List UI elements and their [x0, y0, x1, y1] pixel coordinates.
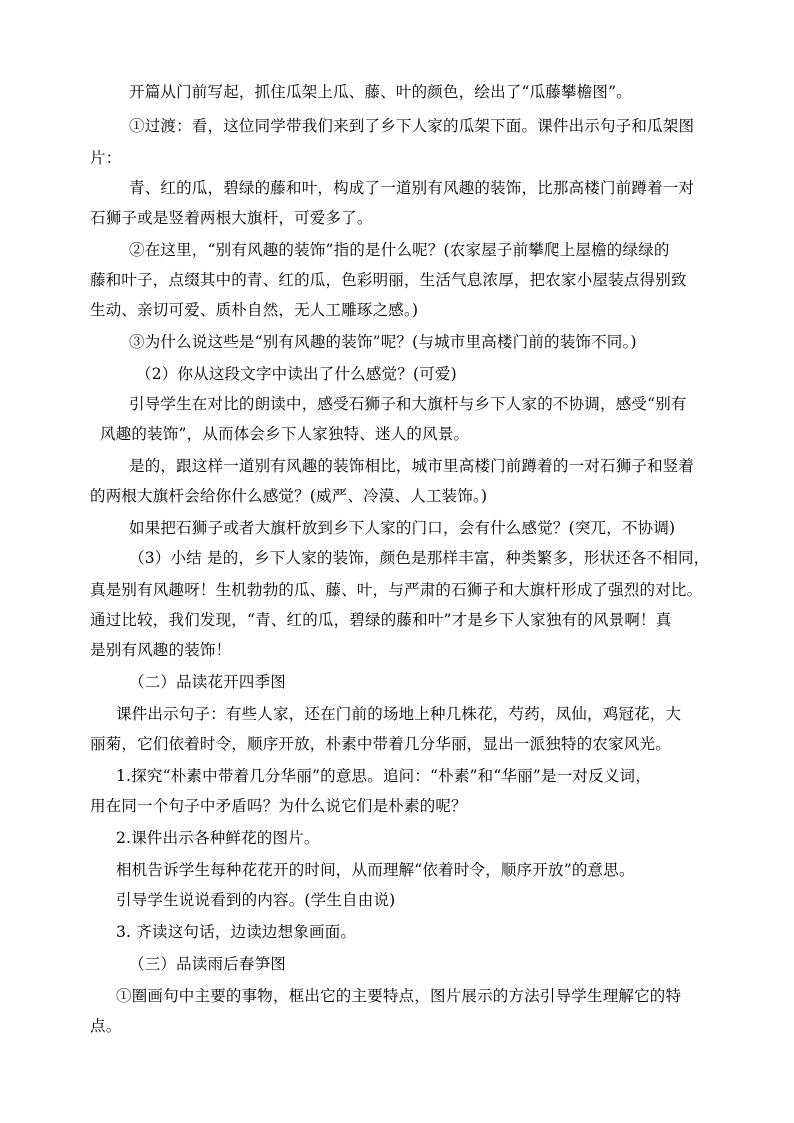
paragraph-line: 1.探究“朴素中带着几分华丽”的意思。追问：“朴素”和“华丽”是一对反义词， [116, 767, 651, 785]
paragraph-line: （2）你从这段文字中读出了什么感觉？(可爱) [136, 365, 457, 383]
paragraph-line: 的两根大旗杆会给你什么感觉？(威严、冷漠、人工装饰。) [90, 487, 488, 505]
paragraph-line: 是别有风趣的装饰！ [90, 641, 232, 659]
paragraph-line: （3）小结 是的，乡下人家的装饰，颜色是那样丰富，种类繁多，形状还各不相同， [129, 549, 710, 567]
paragraph-line: 相机告诉学生每种花花开的时间，从而理解“依着时令，顺序开放”的意思。 [116, 861, 635, 879]
section-heading: （二）品读花开四季图 [129, 673, 287, 691]
paragraph-line: 用在同一个句子中矛盾吗？为什么说它们是朴素的呢？ [90, 797, 467, 815]
paragraph-line: 青、红的瓜，碧绿的藤和叶，构成了一道别有风趣的装饰，比那高楼门前蹲着一对 [129, 179, 695, 197]
paragraph-line: 点。 [90, 1017, 122, 1035]
paragraph-line: 真是别有风趣呀！生机勃勃的瓜、藤、叶，与严肃的石狮子和大旗杆形成了强烈的对比。 [90, 581, 703, 599]
paragraph-line: 如果把石狮子或者大旗杆放到乡下人家的门口，会有什么感觉？(突兀，不协调) [129, 519, 676, 537]
paragraph-line: 引导学生说说看到的内容。(学生自由说) [116, 891, 396, 909]
paragraph-line: 开篇从门前写起，抓住瓜架上瓜、藤、叶的颜色，绘出了“瓜藤攀檐图”。 [129, 83, 632, 101]
paragraph-line: 丽菊，它们依着时令，顺序开放，朴素中带着几分华丽，显出一派独特的农家风光。 [90, 735, 671, 753]
paragraph-line: 藤和叶子，点缀其中的青、红的瓜，色彩明丽，生活气息浓厚，把农家小屋装点得别致 [90, 271, 687, 289]
paragraph-line: 片： [90, 149, 122, 167]
paragraph-line: ③为什么说这些是“别有风趣的装饰”呢？(与城市里高楼门前的装饰不同。) [129, 333, 637, 351]
paragraph-line: ①过渡：看，这位同学带我们来到了乡下人家的瓜架下面。课件出示句子和瓜架图 [129, 117, 695, 135]
paragraph-line: 2.课件出示各种鲜花的图片。 [116, 829, 320, 847]
paragraph-line: 石狮子或是竖着两根大旗杆，可爱多了。 [90, 209, 373, 227]
paragraph-line: 生动、亲切可爱、质朴自然，无人工雕琢之感。) [90, 301, 419, 319]
paragraph-line: 风趣的装饰”，从而体会乡下人家独特、迷人的风景。 [100, 425, 470, 443]
paragraph-line: 3. 齐读这句话，边读边想象画面。 [116, 923, 357, 941]
paragraph-line: 引导学生在对比的朗读中，感受石狮子和大旗杆与乡下人家的不协调，感受“别有 [129, 395, 687, 413]
section-heading: （三）品读雨后春笋图 [129, 955, 287, 973]
paragraph-line: 课件出示句子：有些人家，还在门前的场地上种几株花，芍药，凤仙，鸡冠花，大 [116, 705, 682, 723]
paragraph-line: ①圈画句中主要的事物，框出它的主要特点，图片展示的方法引导学生理解它的特 [116, 987, 682, 1005]
paragraph-line: ②在这里，“别有风趣的装饰”指的是什么呢？(农家屋子前攀爬上屋檐的绿绿的 [129, 241, 670, 259]
paragraph-line: 是的，跟这样一道别有风趣的装饰相比，城市里高楼门前蹲着的一对石狮子和竖着 [129, 457, 695, 475]
paragraph-line: 通过比较，我们发现，“青、红的瓜，碧绿的藤和叶”才是乡下人家独有的风景啊！真 [90, 611, 672, 629]
